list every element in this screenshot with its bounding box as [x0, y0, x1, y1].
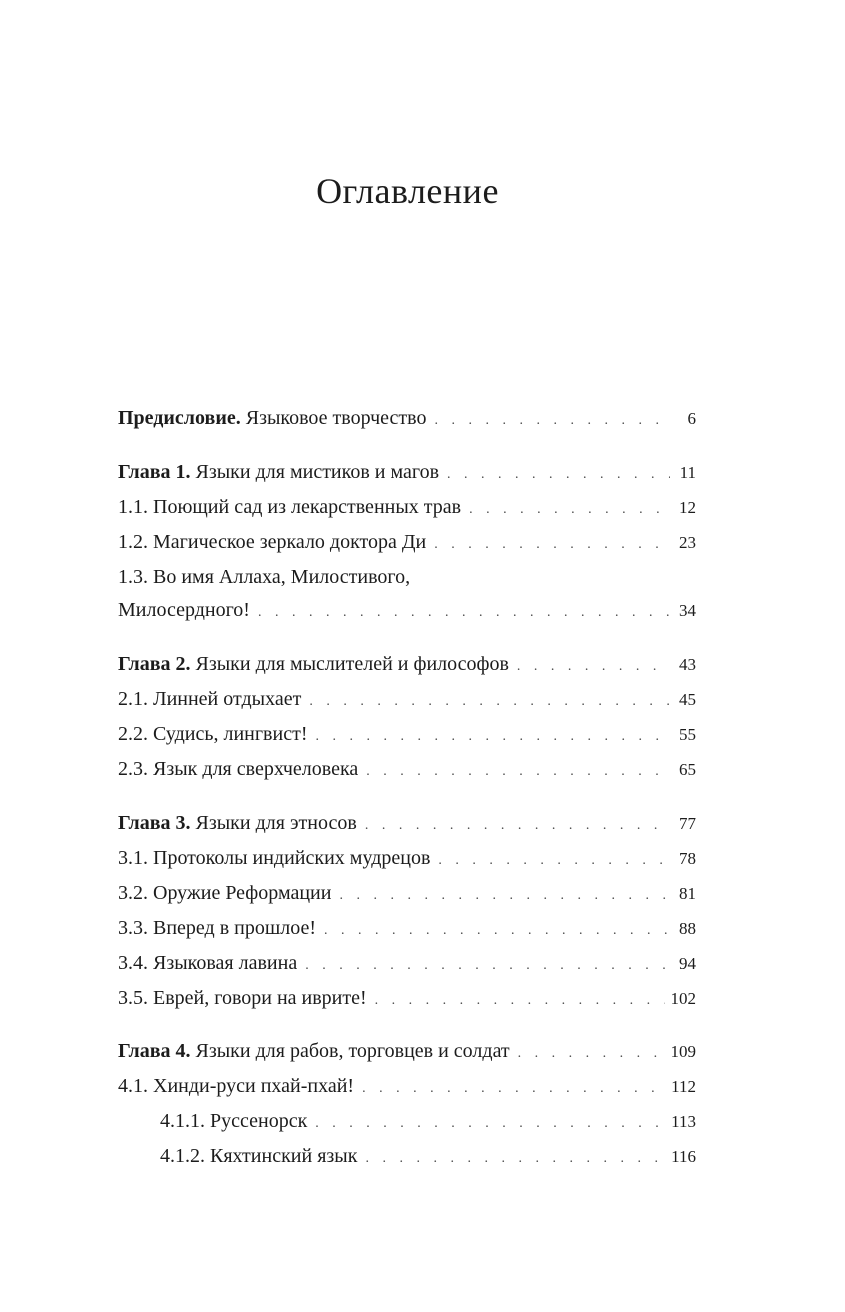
dot-leader [362, 1077, 665, 1101]
dot-leader [366, 760, 670, 784]
toc-entry-page: 23 [679, 533, 696, 552]
toc-entry-section-1-1[interactable] [118, 495, 696, 522]
toc-entry-page: 11 [679, 463, 696, 482]
dot-leader [309, 690, 670, 714]
dot-leader [375, 989, 665, 1013]
toc-entry-title: 3.3. Вперед в прошлое! [118, 917, 317, 939]
toc-entry-page: 65 [679, 760, 696, 779]
toc-entry-page: 77 [679, 814, 696, 833]
toc-entry-page: 78 [679, 849, 696, 868]
toc-entry-title: Языки для мистиков и магов [195, 461, 440, 483]
dot-leader [324, 919, 670, 943]
toc-entry-page: 34 [679, 601, 696, 620]
toc-entry-page: 55 [679, 725, 696, 744]
toc-entry-section-1-3-line-2[interactable] [118, 598, 696, 625]
toc-entry-section-3-3[interactable] [118, 916, 696, 943]
toc-entry-chapter-3[interactable] [118, 811, 696, 838]
toc-entry-page: 6 [687, 409, 696, 428]
dot-leader [518, 1042, 665, 1066]
toc-entry-chapter-1[interactable] [118, 460, 696, 487]
toc-entry-title: 1.2. Магическое зеркало доктора Ди [118, 531, 427, 553]
dot-leader [517, 655, 670, 679]
dot-leader [434, 533, 670, 557]
toc-entry-title: 3.4. Языковая лавина [118, 952, 298, 974]
toc-entry-chapter-4[interactable] [118, 1039, 696, 1066]
dot-leader [447, 463, 670, 487]
dot-leader [258, 601, 670, 625]
toc-entry-page: 94 [679, 954, 696, 973]
toc-entry-section-4-1-2[interactable] [160, 1144, 696, 1171]
toc-entry-title: Языки для этносов [195, 812, 357, 834]
toc-entry-title: 1.1. Поющий сад из лекарственных трав [118, 496, 462, 518]
toc-entry-page: 102 [670, 989, 696, 1008]
toc-entry-title: Языки для мыслителей и философов [195, 653, 509, 675]
toc-entry-chapter-2[interactable] [118, 652, 696, 679]
toc-entry-title: 2.1. Линней отдыхает [118, 688, 302, 710]
toc-entry-lead: Глава 3. [118, 812, 191, 834]
toc-entry-title: 3.2. Оружие Реформации [118, 882, 332, 904]
dot-leader [365, 814, 670, 838]
dot-leader [438, 849, 670, 873]
toc-entry-section-4-1-1[interactable] [160, 1109, 696, 1136]
toc-entry-page: 109 [670, 1042, 696, 1061]
toc-entry-page: 81 [679, 884, 696, 903]
dot-leader [434, 409, 670, 433]
toc-entry-section-1-3-line-1[interactable] [118, 565, 696, 589]
toc-entry-title: 2.2. Судись, лингвист! [118, 723, 308, 745]
toc-entry-lead: Предисловие. [118, 407, 241, 429]
toc-entry-section-3-5[interactable] [118, 986, 696, 1013]
dot-leader [339, 884, 670, 908]
toc-entry-title: 1.3. Во имя Аллаха, Милостивого, [118, 566, 411, 588]
dot-leader [365, 1147, 665, 1171]
toc-entry-section-3-1[interactable] [118, 846, 696, 873]
toc-entry-title: 4.1. Хинди-руси пхай-пхай! [118, 1075, 355, 1097]
toc-entry-page: 45 [679, 690, 696, 709]
page-title: Оглавление [316, 171, 499, 211]
toc-entry-section-2-3[interactable] [118, 757, 696, 784]
toc-entry-section-2-2[interactable] [118, 722, 696, 749]
toc-entry-page: 116 [671, 1147, 696, 1166]
toc-entry-preface[interactable] [118, 406, 696, 433]
dot-leader [469, 498, 670, 522]
toc-entry-lead: Глава 1. [118, 461, 191, 483]
toc-entry-title: 3.1. Протоколы индийских мудрецов [118, 847, 431, 869]
toc-entry-page: 113 [671, 1112, 696, 1131]
toc-entry-page: 112 [671, 1077, 696, 1096]
toc-entry-title: 4.1.1. Руссенорск [160, 1110, 308, 1132]
toc-entry-section-1-2[interactable] [118, 530, 696, 557]
toc-entry-section-3-4[interactable] [118, 951, 696, 978]
toc-entry-section-4-1[interactable] [118, 1074, 696, 1101]
toc-entry-page: 43 [679, 655, 696, 674]
dot-leader [315, 1112, 665, 1136]
toc-entry-title: 3.5. Еврей, говори на иврите! [118, 987, 367, 1009]
toc-entry-section-3-2[interactable] [118, 881, 696, 908]
dot-leader [305, 954, 670, 978]
toc-entry-page: 12 [679, 498, 696, 517]
toc-entry-lead: Глава 2. [118, 653, 191, 675]
toc-entry-section-2-1[interactable] [118, 687, 696, 714]
toc-entry-page: 88 [679, 919, 696, 938]
toc-entry-title: 4.1.2. Кяхтинский язык [160, 1145, 358, 1167]
toc-entry-title: 2.3. Язык для сверхчеловека [118, 758, 359, 780]
toc-entry-title: Языки для рабов, торговцев и солдат [195, 1040, 510, 1062]
dot-leader [315, 725, 670, 749]
toc-entry-lead: Глава 4. [118, 1040, 191, 1062]
toc-entry-title: Языковое творчество [245, 407, 427, 429]
toc-entry-title: Милосердного! [118, 599, 250, 621]
